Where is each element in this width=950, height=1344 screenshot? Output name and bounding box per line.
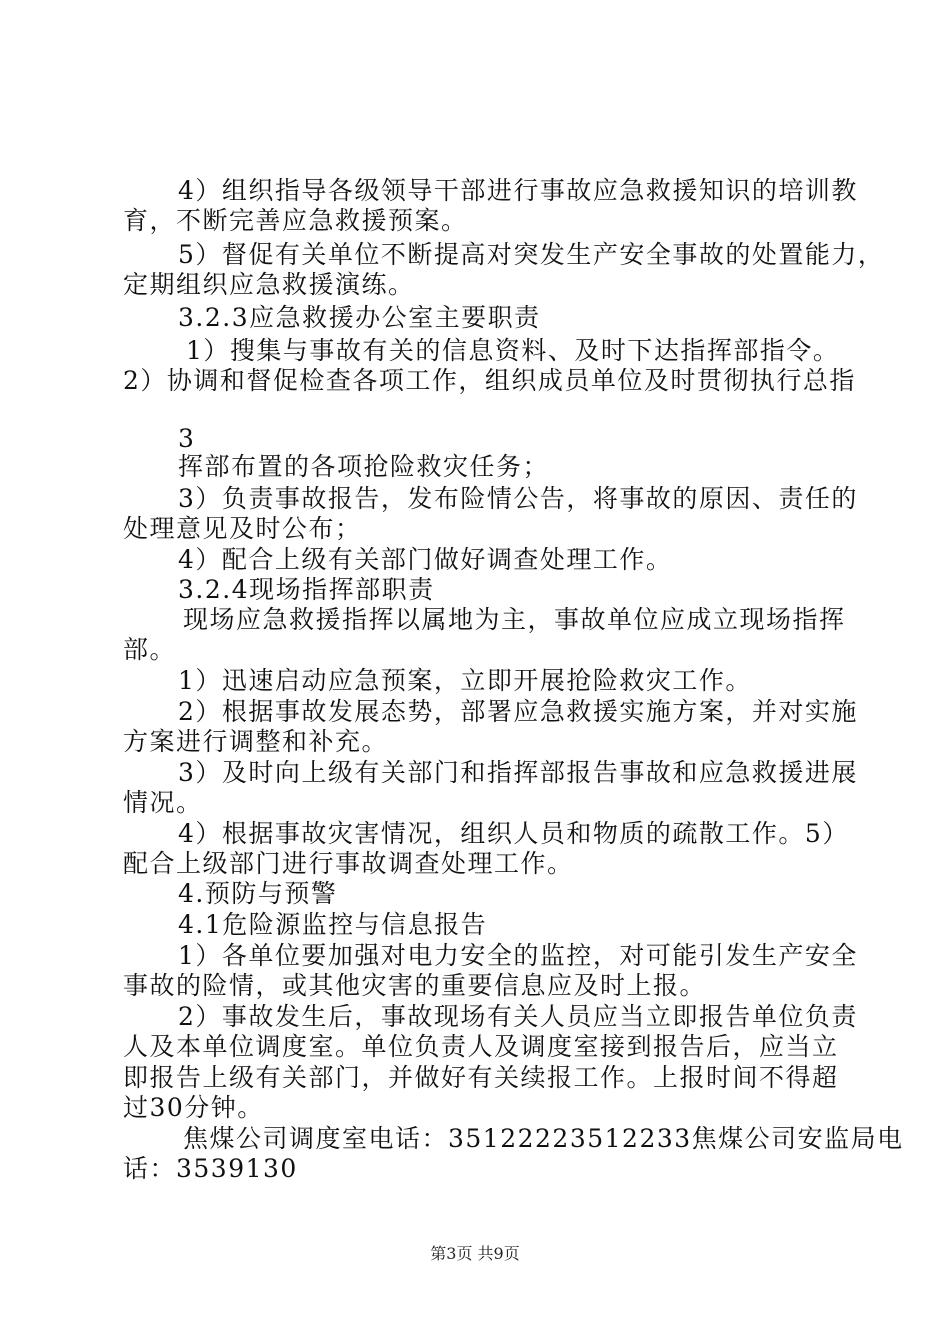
text-line: 部。 [123, 635, 177, 664]
section-heading: 3.2.4现场指挥部职责 [178, 575, 435, 604]
text-line: 方案进行调整和补充。 [123, 727, 389, 756]
text-line: 挥部布置的各项抢险救灾任务； [178, 452, 550, 481]
section-heading: 4.1危险源监控与信息报告 [178, 910, 488, 939]
text-line: 1）各单位要加强对电力安全的监控，对可能引发生产安全 [178, 941, 858, 970]
page-number-marker: 3 [178, 424, 196, 453]
text-line: 处理意见及时公布； [123, 514, 362, 543]
text-line: 4）根据事故灾害情况，组织人员和物质的疏散工作。5） [178, 819, 849, 848]
text-line: 配合上级部门进行事故调查处理工作。 [123, 849, 574, 878]
text-line: 2）协调和督促检查各项工作，组织成员单位及时贯彻执行总指 [123, 366, 856, 395]
text-line: 过30分钟。 [123, 1093, 264, 1122]
text-line: 事故的险情，或其他灾害的重要信息应及时上报。 [123, 971, 707, 1000]
text-line: 情况。 [123, 788, 203, 817]
page-footer: 第3页 共9页 [430, 1244, 520, 1263]
text-line: 4）配合上级有关部门做好调查处理工作。 [178, 545, 673, 574]
section-heading: 4.预防与预警 [178, 879, 338, 908]
text-line: 话：3539130 [123, 1154, 298, 1183]
text-line: 现场应急救援指挥以属地为主，事故单位应成立现场指挥 [183, 605, 846, 634]
text-line: 育，不断完善应急救援预案。 [123, 206, 468, 235]
text-line: 人及本单位调度室。单位负责人及调度室接到报告后，应当立 [123, 1032, 839, 1061]
text-line: 5）督促有关单位不断提高对突发生产安全事故的处置能力， [178, 240, 885, 269]
text-line: 3）及时向上级有关部门和指挥部报告事故和应急救援进展 [178, 758, 858, 787]
text-line: 2）根据事故发展态势，部署应急救援实施方案，并对实施 [178, 697, 858, 726]
text-line: 即报告上级有关部门，并做好有关续报工作。上报时间不得超 [123, 1063, 839, 1092]
section-heading: 3.2.3应急救援办公室主要职责 [178, 303, 541, 332]
text-line: 4）组织指导各级领导干部进行事故应急救援知识的培训教 [178, 176, 858, 205]
text-line: 定期组织应急救援演练。 [123, 270, 415, 299]
text-line: 1）搜集与事故有关的信息资料、及时下达指挥部指令。 [186, 336, 840, 365]
text-line: 1）迅速启动应急预案，立即开展抢险救灾工作。 [178, 666, 752, 695]
text-line: 2）事故发生后，事故现场有关人员应当立即报告单位负责 [178, 1002, 858, 1031]
text-line: 焦煤公司调度室电话：35122223512233焦煤公司安监局电 [183, 1124, 904, 1153]
text-line: 3）负责事故报告，发布险情公告，将事故的原因、责任的 [178, 484, 858, 513]
